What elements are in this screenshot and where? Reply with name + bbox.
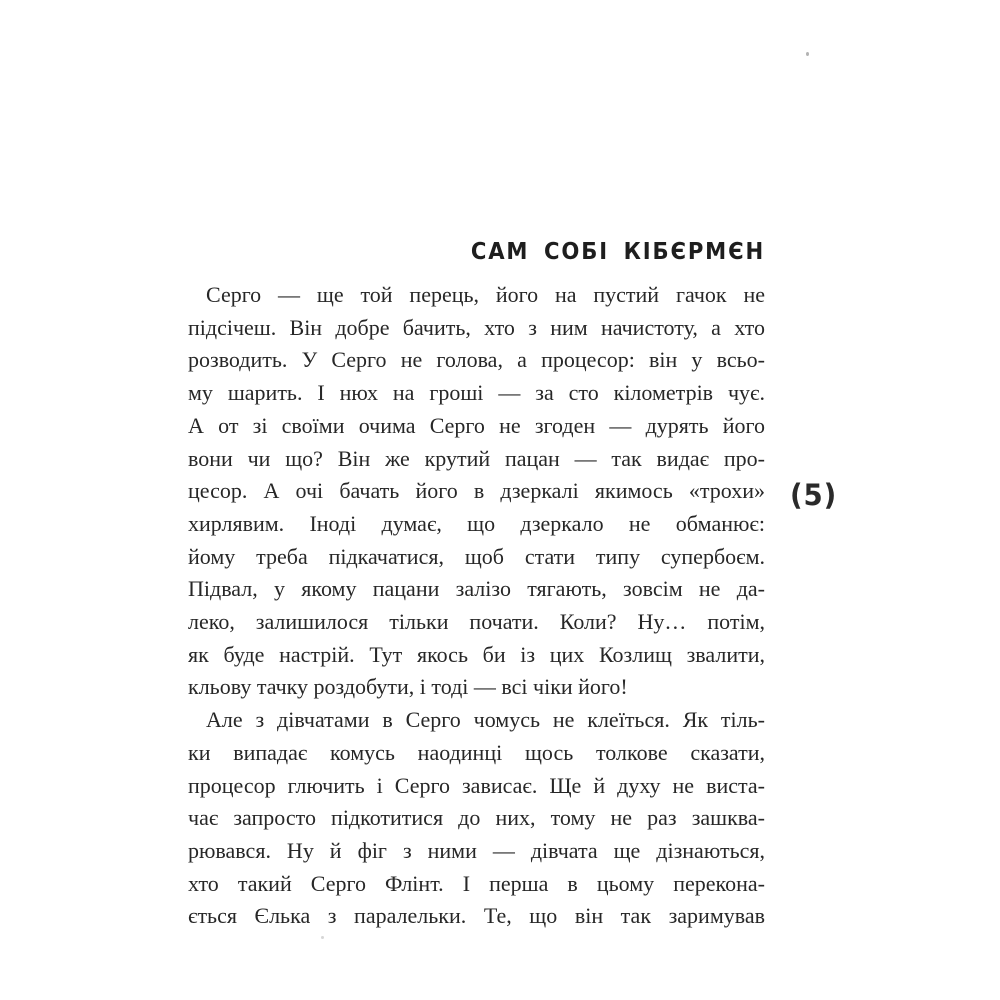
scan-speck: [321, 936, 324, 939]
chapter-title: САМ СОБІ КІБЄРМЄН: [470, 239, 765, 265]
text-line: процесор глючить і Серго зависає. Ще й духу не виста-: [188, 772, 765, 798]
text-line: ки випадає комусь наодинці щось толкове сказати,: [188, 739, 765, 765]
text-line: хирлявим. Іноді думає, що дзеркало не обманює:: [188, 510, 765, 536]
text-line: чає запросто підкотитися до них, тому не раз зашква-: [188, 805, 765, 831]
text-line: цесор. А очі бачать його в дзеркалі якимось «трохи»: [188, 478, 765, 504]
text-line: ється Єлька з паралельки. Те, що він так заримував: [188, 903, 765, 929]
text-line: Підвал, у якому пацани залізо тягають, зовсім не да-: [188, 576, 765, 602]
text-block: [188, 238, 765, 933]
text-line: му шарить. І нюх на гроші — за сто кілометрів чує.: [188, 380, 765, 406]
text-line: А от зі своїми очима Серго не згоден — дурять його: [188, 412, 765, 438]
text-line: кльову тачку роздобути, і тоді — всі чіки його!: [188, 674, 628, 700]
body-text: [188, 279, 765, 933]
text-line: як буде настрій. Тут якось би із цих Козлищ звалити,: [188, 641, 765, 667]
text-line: хто такий Серго Флінт. І перша в цьому перекона-: [188, 870, 765, 896]
text-line: леко, залишилося тільки почати. Коли? Ну… потім,: [188, 609, 765, 635]
text-line: розводить. У Серго не голова, а процесор: він у всьо-: [188, 347, 765, 373]
text-line: рювався. Ну й фіг з ними — дівчата ще дізнаються,: [188, 837, 765, 863]
page-number: (5): [790, 478, 838, 512]
text-line: підсічеш. Він добре бачить, хто з ним начистоту, а хто: [188, 314, 765, 340]
text-line: вони чи що? Він же крутий пацан — так видає про-: [188, 445, 765, 471]
scan-speck: [806, 52, 809, 56]
text-line: Але з дівчатами в Серго чомусь не клеїться. Як тіль-: [206, 707, 765, 733]
text-line: Серго — ще той перець, його на пустий гачок не: [206, 282, 765, 307]
text-line: йому треба підкачатися, щоб стати типу супербоєм.: [188, 543, 765, 569]
